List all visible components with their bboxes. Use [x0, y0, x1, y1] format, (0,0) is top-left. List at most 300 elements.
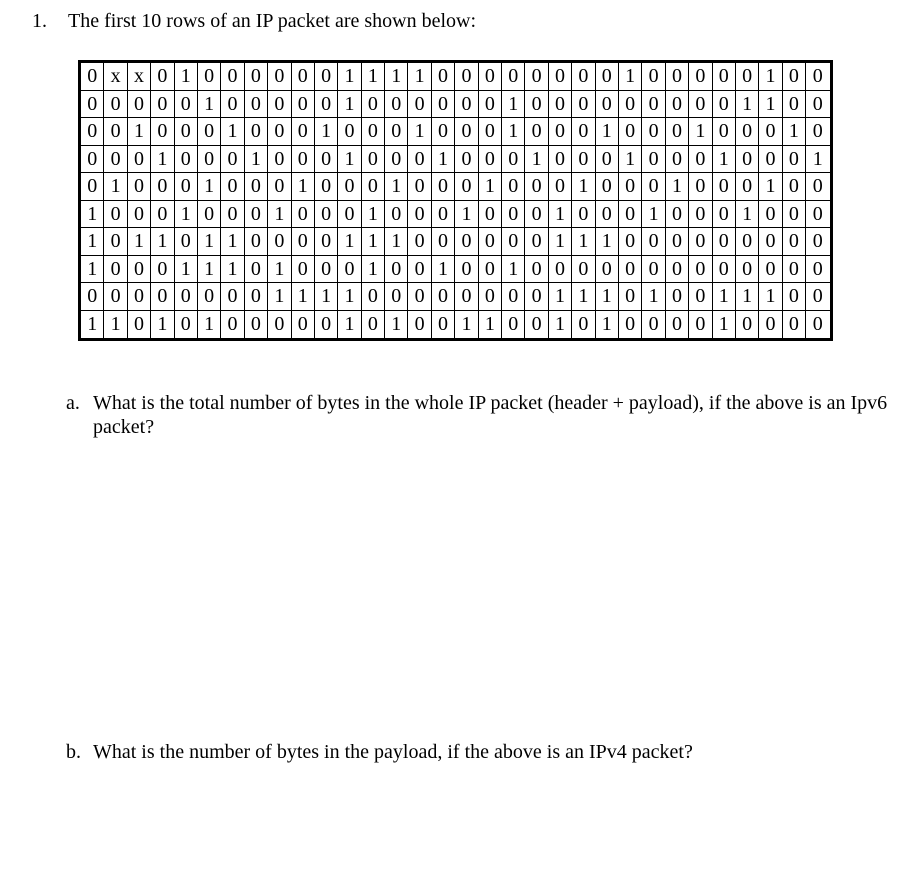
bit-cell: 0 — [572, 91, 595, 119]
bit-cell: 0 — [783, 201, 806, 229]
bit-cell: 0 — [432, 91, 455, 119]
bit-cell: 0 — [245, 311, 268, 339]
bit-cell: 0 — [175, 146, 198, 174]
bit-cell: 0 — [338, 173, 361, 201]
bit-cell: 0 — [408, 201, 431, 229]
bit-cell: 0 — [81, 91, 104, 119]
bit-cell: 0 — [338, 201, 361, 229]
bit-cell: 1 — [198, 173, 221, 201]
bit-cell: 0 — [432, 228, 455, 256]
bit-cell: x — [104, 63, 127, 91]
bit-cell: 1 — [806, 146, 829, 174]
bit-cell: 0 — [221, 201, 244, 229]
bit-cell: 1 — [385, 228, 408, 256]
bit-cell: 0 — [432, 63, 455, 91]
bit-cell: 1 — [759, 91, 782, 119]
bit-cell: 0 — [198, 283, 221, 311]
bit-cell: 1 — [362, 228, 385, 256]
bit-cell: 1 — [572, 283, 595, 311]
bit-cell: 0 — [666, 63, 689, 91]
bit-cell: 0 — [713, 118, 736, 146]
bit-cell: 0 — [689, 256, 712, 284]
bit-cell: 0 — [151, 256, 174, 284]
bit-cell: 0 — [642, 146, 665, 174]
bit-cell: 0 — [619, 201, 642, 229]
bit-cell: 0 — [175, 311, 198, 339]
bit-cell: 1 — [596, 118, 619, 146]
bit-cell: 1 — [268, 283, 291, 311]
bit-cell: 1 — [432, 256, 455, 284]
sub-question-label: a. — [66, 392, 80, 414]
bit-cell: 0 — [806, 201, 829, 229]
bit-cell: 1 — [502, 91, 525, 119]
bit-cell: 0 — [479, 228, 502, 256]
bit-cell: 1 — [455, 201, 478, 229]
bit-cell: 1 — [666, 173, 689, 201]
bit-cell: 1 — [759, 63, 782, 91]
bit-row — [81, 311, 830, 339]
bit-cell: 1 — [221, 256, 244, 284]
bit-cell: 0 — [502, 173, 525, 201]
bit-row — [81, 256, 830, 284]
bit-cell: 0 — [385, 201, 408, 229]
bit-cell: 1 — [221, 118, 244, 146]
bit-cell: 0 — [362, 146, 385, 174]
bit-row — [81, 173, 830, 201]
bit-cell: 1 — [502, 256, 525, 284]
bit-cell: 0 — [455, 118, 478, 146]
bit-cell: 0 — [479, 118, 502, 146]
bit-cell: 0 — [151, 91, 174, 119]
bit-cell: 0 — [455, 256, 478, 284]
bit-cell: 0 — [759, 228, 782, 256]
bit-cell: 0 — [455, 146, 478, 174]
bit-cell: 0 — [783, 311, 806, 339]
bit-cell: 0 — [128, 91, 151, 119]
bit-cell: 0 — [198, 201, 221, 229]
bit-cell: 0 — [619, 256, 642, 284]
bit-cell: 0 — [315, 146, 338, 174]
bit-cell: 1 — [198, 91, 221, 119]
bit-row — [81, 63, 830, 91]
bit-cell: 0 — [268, 173, 291, 201]
bit-cell: 0 — [245, 228, 268, 256]
bit-cell: 0 — [198, 118, 221, 146]
bit-cell: 0 — [525, 228, 548, 256]
bit-cell: 0 — [525, 118, 548, 146]
bit-cell: 0 — [455, 91, 478, 119]
bit-cell: 1 — [315, 118, 338, 146]
bit-cell: 0 — [759, 118, 782, 146]
bit-cell: 1 — [245, 146, 268, 174]
bit-cell: 1 — [268, 256, 291, 284]
bit-cell: 1 — [596, 228, 619, 256]
bit-cell: 1 — [151, 146, 174, 174]
sub-question-a — [66, 391, 896, 439]
bit-cell: 0 — [408, 228, 431, 256]
bit-cell: 1 — [736, 201, 759, 229]
bit-cell: 0 — [292, 256, 315, 284]
bit-cell: 0 — [525, 311, 548, 339]
bit-cell: 0 — [713, 201, 736, 229]
bit-cell: 0 — [245, 118, 268, 146]
bit-cell: 0 — [642, 63, 665, 91]
bit-cell: 0 — [245, 63, 268, 91]
bit-cell: 0 — [596, 256, 619, 284]
bit-cell: 0 — [385, 146, 408, 174]
bit-cell: 0 — [689, 283, 712, 311]
bit-cell: 0 — [572, 256, 595, 284]
bit-cell: 0 — [245, 201, 268, 229]
bit-cell: 0 — [455, 63, 478, 91]
bit-cell: 0 — [619, 311, 642, 339]
bit-cell: 1 — [81, 228, 104, 256]
bit-cell: 0 — [502, 201, 525, 229]
bit-cell: 0 — [689, 63, 712, 91]
bit-cell: 0 — [198, 63, 221, 91]
bit-cell: 1 — [128, 228, 151, 256]
bit-cell: 1 — [596, 311, 619, 339]
bit-row — [81, 283, 830, 311]
bit-cell: 0 — [783, 256, 806, 284]
bit-cell: 1 — [713, 311, 736, 339]
bit-cell: 0 — [525, 283, 548, 311]
bit-cell: 0 — [175, 118, 198, 146]
bit-cell: 0 — [689, 146, 712, 174]
bit-cell: 0 — [619, 283, 642, 311]
bit-cell: 1 — [408, 118, 431, 146]
bit-cell: 0 — [385, 91, 408, 119]
bit-cell: 0 — [315, 91, 338, 119]
bit-cell: 0 — [736, 173, 759, 201]
bit-cell: 1 — [292, 173, 315, 201]
bit-cell: 1 — [175, 256, 198, 284]
bit-cell: 0 — [812, 313, 823, 336]
bit-cell: 0 — [292, 228, 315, 256]
bit-cell: 1 — [502, 118, 525, 146]
bit-cell: 1 — [104, 311, 127, 339]
bit-cell: 0 — [268, 311, 291, 339]
bit-cell: 1 — [642, 201, 665, 229]
bit-cell: 0 — [362, 283, 385, 311]
bit-cell: 0 — [81, 63, 104, 91]
bit-cell: 0 — [806, 118, 829, 146]
bit-cell: 0 — [642, 256, 665, 284]
bit-cell: 0 — [549, 256, 572, 284]
bit-cell: 0 — [408, 311, 431, 339]
question-number: 1. — [32, 10, 47, 32]
bit-cell: 0 — [128, 256, 151, 284]
bit-cell: 1 — [268, 201, 291, 229]
bit-cell: 0 — [362, 91, 385, 119]
bit-row — [81, 146, 830, 174]
bit-cell: 1 — [338, 63, 361, 91]
bit-cell: 0 — [689, 91, 712, 119]
bit-cell: 1 — [198, 228, 221, 256]
bit-cell: 0 — [759, 311, 782, 339]
bit-cell: 0 — [104, 201, 127, 229]
bit-cell: 0 — [783, 63, 806, 91]
bit-cell: 1 — [713, 146, 736, 174]
bit-row — [81, 91, 830, 119]
bit-cell: 1 — [432, 146, 455, 174]
bit-cell: 0 — [128, 201, 151, 229]
bit-cell: 0 — [502, 311, 525, 339]
bit-cell: 0 — [221, 173, 244, 201]
bit-cell: 0 — [385, 118, 408, 146]
bit-cell: 0 — [315, 311, 338, 339]
bit-cell: 1 — [783, 118, 806, 146]
bit-cell: 0 — [619, 91, 642, 119]
bit-cell: 0 — [408, 283, 431, 311]
bit-cell: 0 — [806, 283, 829, 311]
bit-cell: 0 — [525, 256, 548, 284]
bit-cell: 1 — [128, 118, 151, 146]
bit-cell: 0 — [525, 173, 548, 201]
bit-cell: 1 — [338, 91, 361, 119]
bit-cell: 0 — [642, 173, 665, 201]
bit-cell: 0 — [759, 201, 782, 229]
bit-cell: 0 — [432, 311, 455, 339]
bit-cell: 1 — [479, 311, 502, 339]
bit-cell: 0 — [245, 283, 268, 311]
bit-cell: 0 — [549, 118, 572, 146]
bit-cell: 1 — [338, 228, 361, 256]
bit-cell: 0 — [104, 283, 127, 311]
bit-cell: 0 — [619, 173, 642, 201]
bit-cell: 0 — [362, 173, 385, 201]
bit-cell: 0 — [104, 256, 127, 284]
bit-cell: 0 — [713, 256, 736, 284]
bit-cell: 0 — [479, 63, 502, 91]
bit-cell: 0 — [362, 118, 385, 146]
bit-cell: 0 — [689, 173, 712, 201]
bit-cell: 0 — [315, 201, 338, 229]
bit-cell: 0 — [783, 173, 806, 201]
bit-cell: 1 — [292, 283, 315, 311]
bit-cell: 0 — [806, 228, 829, 256]
bit-cell: 0 — [666, 283, 689, 311]
bit-cell: 0 — [713, 173, 736, 201]
bit-cell: 0 — [736, 256, 759, 284]
bit-cell: 0 — [268, 91, 291, 119]
bit-cell: 1 — [81, 201, 104, 229]
bit-cell: 1 — [198, 311, 221, 339]
bit-cell: 0 — [408, 256, 431, 284]
bit-cell: 0 — [221, 63, 244, 91]
bit-cell: 0 — [736, 118, 759, 146]
bit-cell: 0 — [479, 91, 502, 119]
bit-cell: 0 — [783, 91, 806, 119]
bit-cell: 0 — [713, 91, 736, 119]
bit-cell: 0 — [104, 228, 127, 256]
bit-cell: 0 — [806, 63, 829, 91]
bit-cell: 1 — [525, 146, 548, 174]
bit-cell: 1 — [175, 201, 198, 229]
bit-cell: 0 — [525, 91, 548, 119]
bit-cell: 0 — [596, 91, 619, 119]
bit-cell: 1 — [175, 63, 198, 91]
bit-cell: 0 — [666, 91, 689, 119]
bit-cell: 1 — [549, 201, 572, 229]
bit-cell: 0 — [151, 201, 174, 229]
bit-cell: 0 — [292, 201, 315, 229]
bit-cell: 1 — [315, 283, 338, 311]
bit-cell: 0 — [666, 201, 689, 229]
bit-cell: x — [128, 63, 151, 91]
bit-cell: 0 — [268, 146, 291, 174]
bit-cell: 0 — [245, 173, 268, 201]
bit-cell: 0 — [713, 63, 736, 91]
bit-cell: 0 — [81, 118, 104, 146]
bit-cell: 0 — [479, 146, 502, 174]
bit-cell: 1 — [596, 283, 619, 311]
bit-cell: 1 — [338, 283, 361, 311]
bit-cell: 1 — [759, 173, 782, 201]
bit-cell: 0 — [549, 146, 572, 174]
bit-cell: 0 — [736, 146, 759, 174]
bit-cell: 0 — [806, 91, 829, 119]
bit-cell: 0 — [315, 63, 338, 91]
bit-cell: 0 — [292, 146, 315, 174]
bit-cell: 0 — [245, 91, 268, 119]
bit-cell: 0 — [432, 283, 455, 311]
bit-cell: 0 — [268, 228, 291, 256]
bit-cell: 0 — [221, 91, 244, 119]
bit-cell: 0 — [502, 283, 525, 311]
bit-cell: 0 — [479, 256, 502, 284]
bit-cell: 0 — [736, 228, 759, 256]
bit-cell: 0 — [221, 146, 244, 174]
bit-cell: 1 — [736, 283, 759, 311]
bit-cell: 0 — [362, 311, 385, 339]
bit-cell: 0 — [315, 173, 338, 201]
bit-cell: 0 — [806, 173, 829, 201]
bit-cell: 0 — [151, 283, 174, 311]
bit-cell: 1 — [549, 283, 572, 311]
bit-cell: 0 — [619, 118, 642, 146]
bit-cell: 1 — [338, 311, 361, 339]
bit-cell: 0 — [151, 173, 174, 201]
bit-cell: 0 — [666, 256, 689, 284]
bit-cell: 0 — [642, 91, 665, 119]
bit-cell: 0 — [268, 118, 291, 146]
bit-cell: 0 — [104, 146, 127, 174]
bit-cell: 0 — [479, 201, 502, 229]
bit-cell: 1 — [549, 228, 572, 256]
bit-cell: 0 — [221, 311, 244, 339]
bit-cell: 1 — [362, 256, 385, 284]
bit-cell: 0 — [596, 63, 619, 91]
bit-cell: 1 — [713, 283, 736, 311]
bit-cell: 0 — [315, 228, 338, 256]
bit-cell: 1 — [619, 63, 642, 91]
bit-cell: 0 — [666, 228, 689, 256]
bit-cell: 0 — [572, 118, 595, 146]
bit-cell: 0 — [689, 228, 712, 256]
bit-cell: 1 — [736, 91, 759, 119]
bit-cell: 0 — [292, 311, 315, 339]
bit-cell: 0 — [385, 283, 408, 311]
bit-cell: 0 — [619, 228, 642, 256]
bit-cell: 1 — [221, 228, 244, 256]
bit-cell: 0 — [689, 201, 712, 229]
bit-cell: 0 — [502, 228, 525, 256]
bit-cell: 0 — [759, 146, 782, 174]
bit-cell: 0 — [783, 228, 806, 256]
bit-cell: 1 — [104, 173, 127, 201]
bit-cell: 0 — [666, 118, 689, 146]
bit-cell: 0 — [806, 256, 829, 284]
bit-cell: 0 — [315, 256, 338, 284]
bit-cell: 0 — [572, 146, 595, 174]
bit-cell: 0 — [81, 173, 104, 201]
bit-cell: 1 — [362, 63, 385, 91]
bit-cell: 0 — [525, 63, 548, 91]
bit-cell: 0 — [689, 311, 712, 339]
bit-cell: 1 — [151, 228, 174, 256]
bit-cell: 1 — [408, 63, 431, 91]
bit-cell: 1 — [362, 201, 385, 229]
bit-cell: 1 — [455, 311, 478, 339]
bit-cell: 0 — [292, 91, 315, 119]
bit-cell: 0 — [432, 173, 455, 201]
bit-cell: 0 — [221, 283, 244, 311]
bit-cell: 0 — [175, 173, 198, 201]
bit-cell: 0 — [128, 146, 151, 174]
bit-cell: 0 — [151, 118, 174, 146]
bit-cell: 1 — [479, 173, 502, 201]
bit-cell: 1 — [572, 228, 595, 256]
bit-cell: 0 — [268, 63, 291, 91]
bit-cell: 0 — [502, 146, 525, 174]
bit-cell: 0 — [525, 201, 548, 229]
bit-cell: 0 — [338, 256, 361, 284]
bit-cell: 0 — [455, 228, 478, 256]
bit-cell: 0 — [338, 118, 361, 146]
bit-cell: 0 — [783, 146, 806, 174]
bit-cell: 0 — [104, 118, 127, 146]
bit-cell: 0 — [245, 256, 268, 284]
bit-cell: 1 — [572, 173, 595, 201]
bit-cell: 0 — [432, 201, 455, 229]
bit-cell: 0 — [408, 173, 431, 201]
bit-cell: 0 — [596, 173, 619, 201]
bit-cell: 0 — [151, 63, 174, 91]
bit-row — [81, 118, 830, 146]
bit-row — [81, 201, 830, 229]
bit-cell: 0 — [549, 63, 572, 91]
bit-cell: 0 — [549, 91, 572, 119]
bit-cell: 0 — [175, 283, 198, 311]
bit-cell: 1 — [385, 173, 408, 201]
bit-cell: 0 — [759, 256, 782, 284]
bit-cell: 1 — [385, 311, 408, 339]
sub-question-b — [66, 740, 896, 764]
bit-cell: 0 — [572, 311, 595, 339]
bit-cell: 0 — [549, 173, 572, 201]
question-stem: The first 10 rows of an IP packet are shown below: — [68, 10, 477, 32]
bit-cell: 0 — [104, 91, 127, 119]
bit-cell: 0 — [666, 311, 689, 339]
bit-cell: 1 — [81, 256, 104, 284]
bit-cell: 0 — [81, 283, 104, 311]
bit-cell: 0 — [642, 311, 665, 339]
bit-cell: 0 — [736, 63, 759, 91]
bit-cell: 0 — [128, 311, 151, 339]
bit-cell: 0 — [479, 283, 502, 311]
bit-cell: 0 — [596, 146, 619, 174]
